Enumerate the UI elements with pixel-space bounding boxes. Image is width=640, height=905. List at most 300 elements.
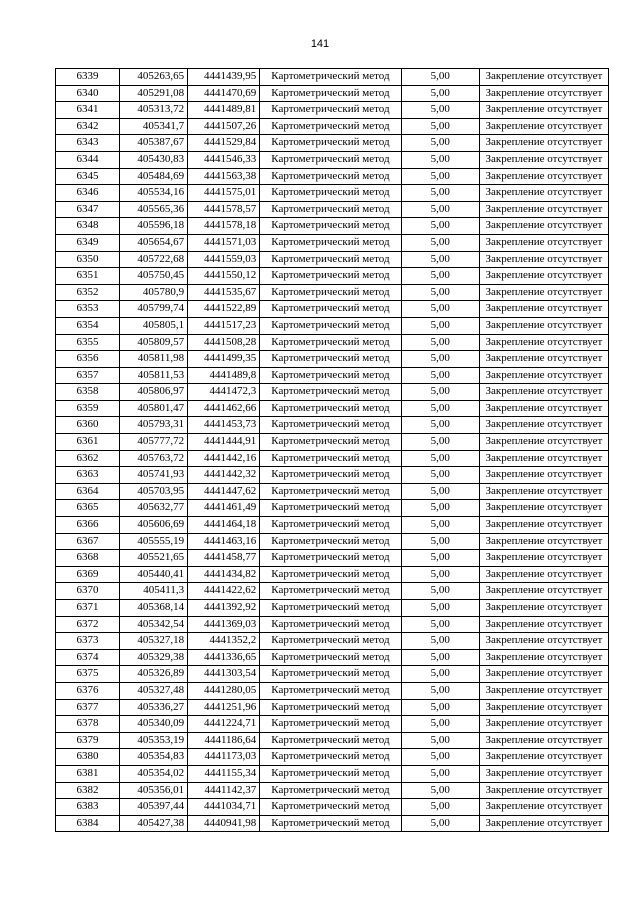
- x-coordinate-cell: 405799,74: [120, 301, 188, 318]
- table-row: [56, 234, 609, 251]
- point-number-cell: 6349: [56, 234, 120, 251]
- fixation-cell: Закрепление отсутствует: [479, 102, 608, 119]
- table-row: [56, 566, 609, 583]
- x-coordinate-cell: 405793,31: [120, 417, 188, 434]
- accuracy-cell: 5,00: [401, 185, 479, 202]
- x-coordinate-cell: 405703,95: [120, 483, 188, 500]
- table-row: [56, 666, 609, 683]
- point-number-cell: 6363: [56, 467, 120, 484]
- fixation-cell: Закрепление отсутствует: [479, 483, 608, 500]
- accuracy-cell: 5,00: [401, 384, 479, 401]
- table-row: [56, 799, 609, 816]
- accuracy-cell: 5,00: [401, 467, 479, 484]
- y-coordinate-cell: 4441280,05: [188, 682, 260, 699]
- fixation-cell: Закрепление отсутствует: [479, 517, 608, 534]
- x-coordinate-cell: 405354,83: [120, 749, 188, 766]
- x-coordinate-cell: 405368,14: [120, 600, 188, 617]
- page-number: 141: [310, 38, 330, 50]
- y-coordinate-cell: 4441453,73: [188, 417, 260, 434]
- accuracy-cell: 5,00: [401, 682, 479, 699]
- accuracy-cell: 5,00: [401, 284, 479, 301]
- fixation-cell: Закрепление отсутствует: [479, 434, 608, 451]
- fixation-cell: Закрепление отсутствует: [479, 550, 608, 567]
- accuracy-cell: 5,00: [401, 633, 479, 650]
- point-number-cell: 6357: [56, 367, 120, 384]
- method-cell: Картометрический метод: [260, 583, 401, 600]
- accuracy-cell: 5,00: [401, 69, 479, 86]
- table-row: [56, 317, 609, 334]
- accuracy-cell: 5,00: [401, 566, 479, 583]
- method-cell: Картометрический метод: [260, 135, 401, 152]
- accuracy-cell: 5,00: [401, 533, 479, 550]
- point-number-cell: 6361: [56, 434, 120, 451]
- method-cell: Картометрический метод: [260, 550, 401, 567]
- method-cell: Картометрический метод: [260, 268, 401, 285]
- x-coordinate-cell: 405341,7: [120, 118, 188, 135]
- table-row: [56, 633, 609, 650]
- y-coordinate-cell: 4441442,16: [188, 450, 260, 467]
- fixation-cell: Закрепление отсутствует: [479, 699, 608, 716]
- fixation-cell: Закрепление отсутствует: [479, 168, 608, 185]
- point-number-cell: 6366: [56, 517, 120, 534]
- x-coordinate-cell: 405356,01: [120, 782, 188, 799]
- y-coordinate-cell: 4441336,65: [188, 649, 260, 666]
- table-row: [56, 467, 609, 484]
- x-coordinate-cell: 405484,69: [120, 168, 188, 185]
- x-coordinate-cell: 405596,18: [120, 218, 188, 235]
- table-row: [56, 782, 609, 799]
- y-coordinate-cell: 4441489,8: [188, 367, 260, 384]
- point-number-cell: 6365: [56, 500, 120, 517]
- table-row: [56, 400, 609, 417]
- point-number-cell: 6340: [56, 85, 120, 102]
- method-cell: Картометрический метод: [260, 151, 401, 168]
- y-coordinate-cell: 4441535,67: [188, 284, 260, 301]
- y-coordinate-cell: 4441559,03: [188, 251, 260, 268]
- fixation-cell: Закрепление отсутствует: [479, 417, 608, 434]
- x-coordinate-cell: 405342,54: [120, 616, 188, 633]
- method-cell: Картометрический метод: [260, 118, 401, 135]
- accuracy-cell: 5,00: [401, 500, 479, 517]
- method-cell: Картометрический метод: [260, 467, 401, 484]
- method-cell: Картометрический метод: [260, 649, 401, 666]
- method-cell: Картометрический метод: [260, 102, 401, 119]
- x-coordinate-cell: 405336,27: [120, 699, 188, 716]
- table-row: [56, 118, 609, 135]
- table-row: [56, 699, 609, 716]
- y-coordinate-cell: 4441463,16: [188, 533, 260, 550]
- table-row: [56, 583, 609, 600]
- y-coordinate-cell: 4440941,98: [188, 815, 260, 832]
- method-cell: Картометрический метод: [260, 434, 401, 451]
- fixation-cell: Закрепление отсутствует: [479, 268, 608, 285]
- x-coordinate-cell: 405811,98: [120, 351, 188, 368]
- point-number-cell: 6380: [56, 749, 120, 766]
- accuracy-cell: 5,00: [401, 251, 479, 268]
- y-coordinate-cell: 4441529,84: [188, 135, 260, 152]
- x-coordinate-cell: 405430,83: [120, 151, 188, 168]
- x-coordinate-cell: 405521,65: [120, 550, 188, 567]
- x-coordinate-cell: 405534,16: [120, 185, 188, 202]
- accuracy-cell: 5,00: [401, 151, 479, 168]
- fixation-cell: Закрепление отсутствует: [479, 450, 608, 467]
- table-row: [56, 765, 609, 782]
- point-number-cell: 6377: [56, 699, 120, 716]
- y-coordinate-cell: 4441303,54: [188, 666, 260, 683]
- point-number-cell: 6376: [56, 682, 120, 699]
- accuracy-cell: 5,00: [401, 765, 479, 782]
- accuracy-cell: 5,00: [401, 367, 479, 384]
- x-coordinate-cell: 405353,19: [120, 732, 188, 749]
- point-number-cell: 6346: [56, 185, 120, 202]
- accuracy-cell: 5,00: [401, 483, 479, 500]
- table-row: [56, 616, 609, 633]
- y-coordinate-cell: 4441442,32: [188, 467, 260, 484]
- accuracy-cell: 5,00: [401, 201, 479, 218]
- method-cell: Картометрический метод: [260, 732, 401, 749]
- y-coordinate-cell: 4441444,91: [188, 434, 260, 451]
- fixation-cell: Закрепление отсутствует: [479, 732, 608, 749]
- method-cell: Картометрический метод: [260, 666, 401, 683]
- y-coordinate-cell: 4441186,64: [188, 732, 260, 749]
- table-row: [56, 500, 609, 517]
- accuracy-cell: 5,00: [401, 168, 479, 185]
- point-number-cell: 6347: [56, 201, 120, 218]
- method-cell: Картометрический метод: [260, 417, 401, 434]
- x-coordinate-cell: 405387,67: [120, 135, 188, 152]
- point-number-cell: 6355: [56, 334, 120, 351]
- table-row: [56, 550, 609, 567]
- x-coordinate-cell: 405397,44: [120, 799, 188, 816]
- table-row: [56, 434, 609, 451]
- accuracy-cell: 5,00: [401, 815, 479, 832]
- method-cell: Картометрический метод: [260, 317, 401, 334]
- method-cell: Картометрический метод: [260, 716, 401, 733]
- fixation-cell: Закрепление отсутствует: [479, 351, 608, 368]
- fixation-cell: Закрепление отсутствует: [479, 583, 608, 600]
- method-cell: Картометрический метод: [260, 234, 401, 251]
- fixation-cell: Закрепление отсутствует: [479, 566, 608, 583]
- fixation-cell: Закрепление отсутствует: [479, 185, 608, 202]
- method-cell: Картометрический метод: [260, 334, 401, 351]
- method-cell: Картометрический метод: [260, 483, 401, 500]
- y-coordinate-cell: 4441550,12: [188, 268, 260, 285]
- x-coordinate-cell: 405354,02: [120, 765, 188, 782]
- accuracy-cell: 5,00: [401, 118, 479, 135]
- x-coordinate-cell: 405427,38: [120, 815, 188, 832]
- y-coordinate-cell: 4441392,92: [188, 600, 260, 617]
- y-coordinate-cell: 4441578,57: [188, 201, 260, 218]
- accuracy-cell: 5,00: [401, 268, 479, 285]
- x-coordinate-cell: 405327,18: [120, 633, 188, 650]
- y-coordinate-cell: 4441522,89: [188, 301, 260, 318]
- y-coordinate-cell: 4441224,71: [188, 716, 260, 733]
- x-coordinate-cell: 405440,41: [120, 566, 188, 583]
- point-number-cell: 6370: [56, 583, 120, 600]
- x-coordinate-cell: 405340,09: [120, 716, 188, 733]
- table-row: [56, 301, 609, 318]
- y-coordinate-cell: 4441142,37: [188, 782, 260, 799]
- fixation-cell: Закрепление отсутствует: [479, 234, 608, 251]
- y-coordinate-cell: 4441462,66: [188, 400, 260, 417]
- point-number-cell: 6344: [56, 151, 120, 168]
- table-row: [56, 815, 609, 832]
- fixation-cell: Закрепление отсутствует: [479, 334, 608, 351]
- table-row: [56, 334, 609, 351]
- x-coordinate-cell: 405632,77: [120, 500, 188, 517]
- table-row: [56, 351, 609, 368]
- point-number-cell: 6341: [56, 102, 120, 119]
- accuracy-cell: 5,00: [401, 649, 479, 666]
- fixation-cell: Закрепление отсутствует: [479, 317, 608, 334]
- x-coordinate-cell: 405329,38: [120, 649, 188, 666]
- method-cell: Картометрический метод: [260, 367, 401, 384]
- table-row: [56, 649, 609, 666]
- method-cell: Картометрический метод: [260, 301, 401, 318]
- table-row: [56, 716, 609, 733]
- y-coordinate-cell: 4441470,69: [188, 85, 260, 102]
- table-row: [56, 417, 609, 434]
- table-row: [56, 85, 609, 102]
- y-coordinate-cell: 4441517,23: [188, 317, 260, 334]
- accuracy-cell: 5,00: [401, 699, 479, 716]
- point-number-cell: 6367: [56, 533, 120, 550]
- y-coordinate-cell: 4441369,03: [188, 616, 260, 633]
- method-cell: Картометрический метод: [260, 782, 401, 799]
- accuracy-cell: 5,00: [401, 666, 479, 683]
- accuracy-cell: 5,00: [401, 334, 479, 351]
- table-body: [56, 69, 609, 832]
- y-coordinate-cell: 4441155,34: [188, 765, 260, 782]
- method-cell: Картометрический метод: [260, 168, 401, 185]
- method-cell: Картометрический метод: [260, 500, 401, 517]
- table-row: [56, 69, 609, 86]
- point-number-cell: 6371: [56, 600, 120, 617]
- method-cell: Картометрический метод: [260, 533, 401, 550]
- accuracy-cell: 5,00: [401, 450, 479, 467]
- method-cell: Картометрический метод: [260, 749, 401, 766]
- method-cell: Картометрический метод: [260, 450, 401, 467]
- fixation-cell: Закрепление отсутствует: [479, 500, 608, 517]
- method-cell: Картометрический метод: [260, 699, 401, 716]
- x-coordinate-cell: 405763,72: [120, 450, 188, 467]
- accuracy-cell: 5,00: [401, 135, 479, 152]
- y-coordinate-cell: 4441447,62: [188, 483, 260, 500]
- y-coordinate-cell: 4441251,96: [188, 699, 260, 716]
- table-row: [56, 102, 609, 119]
- fixation-cell: Закрепление отсутствует: [479, 633, 608, 650]
- fixation-cell: Закрепление отсутствует: [479, 367, 608, 384]
- y-coordinate-cell: 4441461,49: [188, 500, 260, 517]
- method-cell: Картометрический метод: [260, 566, 401, 583]
- accuracy-cell: 5,00: [401, 550, 479, 567]
- x-coordinate-cell: 405555,19: [120, 533, 188, 550]
- y-coordinate-cell: 4441422,62: [188, 583, 260, 600]
- fixation-cell: Закрепление отсутствует: [479, 201, 608, 218]
- accuracy-cell: 5,00: [401, 517, 479, 534]
- fixation-cell: Закрепление отсутствует: [479, 616, 608, 633]
- y-coordinate-cell: 4441458,77: [188, 550, 260, 567]
- x-coordinate-cell: 405327,48: [120, 682, 188, 699]
- accuracy-cell: 5,00: [401, 782, 479, 799]
- table-row: [56, 450, 609, 467]
- fixation-cell: Закрепление отсутствует: [479, 815, 608, 832]
- table-row: [56, 732, 609, 749]
- coordinates-table: [55, 68, 609, 832]
- table-row: [56, 185, 609, 202]
- point-number-cell: 6384: [56, 815, 120, 832]
- method-cell: Картометрический метод: [260, 815, 401, 832]
- point-number-cell: 6342: [56, 118, 120, 135]
- table-row: [56, 268, 609, 285]
- table-row: [56, 483, 609, 500]
- point-number-cell: 6353: [56, 301, 120, 318]
- point-number-cell: 6350: [56, 251, 120, 268]
- x-coordinate-cell: 405291,08: [120, 85, 188, 102]
- point-number-cell: 6343: [56, 135, 120, 152]
- point-number-cell: 6368: [56, 550, 120, 567]
- fixation-cell: Закрепление отсутствует: [479, 782, 608, 799]
- y-coordinate-cell: 4441352,2: [188, 633, 260, 650]
- y-coordinate-cell: 4441489,81: [188, 102, 260, 119]
- fixation-cell: Закрепление отсутствует: [479, 682, 608, 699]
- point-number-cell: 6348: [56, 218, 120, 235]
- method-cell: Картометрический метод: [260, 400, 401, 417]
- x-coordinate-cell: 405606,69: [120, 517, 188, 534]
- point-number-cell: 6364: [56, 483, 120, 500]
- accuracy-cell: 5,00: [401, 102, 479, 119]
- method-cell: Картометрический метод: [260, 600, 401, 617]
- accuracy-cell: 5,00: [401, 732, 479, 749]
- x-coordinate-cell: 405263,65: [120, 69, 188, 86]
- accuracy-cell: 5,00: [401, 749, 479, 766]
- point-number-cell: 6381: [56, 765, 120, 782]
- point-number-cell: 6352: [56, 284, 120, 301]
- table-row: [56, 517, 609, 534]
- accuracy-cell: 5,00: [401, 317, 479, 334]
- fixation-cell: Закрепление отсутствует: [479, 400, 608, 417]
- accuracy-cell: 5,00: [401, 301, 479, 318]
- x-coordinate-cell: 405411,3: [120, 583, 188, 600]
- fixation-cell: Закрепление отсутствует: [479, 666, 608, 683]
- y-coordinate-cell: 4441563,38: [188, 168, 260, 185]
- x-coordinate-cell: 405777,72: [120, 434, 188, 451]
- fixation-cell: Закрепление отсутствует: [479, 765, 608, 782]
- table-row: [56, 251, 609, 268]
- fixation-cell: Закрепление отсутствует: [479, 384, 608, 401]
- point-number-cell: 6354: [56, 317, 120, 334]
- fixation-cell: Закрепление отсутствует: [479, 799, 608, 816]
- method-cell: Картометрический метод: [260, 85, 401, 102]
- method-cell: Картометрический метод: [260, 251, 401, 268]
- point-number-cell: 6378: [56, 716, 120, 733]
- fixation-cell: Закрепление отсутствует: [479, 218, 608, 235]
- point-number-cell: 6372: [56, 616, 120, 633]
- point-number-cell: 6345: [56, 168, 120, 185]
- point-number-cell: 6359: [56, 400, 120, 417]
- table-row: [56, 168, 609, 185]
- fixation-cell: Закрепление отсутствует: [479, 600, 608, 617]
- x-coordinate-cell: 405741,93: [120, 467, 188, 484]
- y-coordinate-cell: 4441034,71: [188, 799, 260, 816]
- y-coordinate-cell: 4441578,18: [188, 218, 260, 235]
- table-row: [56, 201, 609, 218]
- fixation-cell: Закрепление отсутствует: [479, 716, 608, 733]
- y-coordinate-cell: 4441173,03: [188, 749, 260, 766]
- table-row: [56, 284, 609, 301]
- x-coordinate-cell: 405313,72: [120, 102, 188, 119]
- fixation-cell: Закрепление отсутствует: [479, 135, 608, 152]
- point-number-cell: 6379: [56, 732, 120, 749]
- accuracy-cell: 5,00: [401, 218, 479, 235]
- fixation-cell: Закрепление отсутствует: [479, 118, 608, 135]
- y-coordinate-cell: 4441571,03: [188, 234, 260, 251]
- fixation-cell: Закрепление отсутствует: [479, 151, 608, 168]
- method-cell: Картометрический метод: [260, 682, 401, 699]
- x-coordinate-cell: 405565,36: [120, 201, 188, 218]
- method-cell: Картометрический метод: [260, 284, 401, 301]
- y-coordinate-cell: 4441499,35: [188, 351, 260, 368]
- table-row: [56, 218, 609, 235]
- fixation-cell: Закрепление отсутствует: [479, 284, 608, 301]
- accuracy-cell: 5,00: [401, 616, 479, 633]
- fixation-cell: Закрепление отсутствует: [479, 467, 608, 484]
- accuracy-cell: 5,00: [401, 434, 479, 451]
- y-coordinate-cell: 4441439,95: [188, 69, 260, 86]
- y-coordinate-cell: 4441464,18: [188, 517, 260, 534]
- fixation-cell: Закрепление отсутствует: [479, 301, 608, 318]
- table-row: [56, 151, 609, 168]
- method-cell: Картометрический метод: [260, 616, 401, 633]
- x-coordinate-cell: 405806,97: [120, 384, 188, 401]
- method-cell: Картометрический метод: [260, 69, 401, 86]
- fixation-cell: Закрепление отсутствует: [479, 69, 608, 86]
- method-cell: Картометрический метод: [260, 218, 401, 235]
- fixation-cell: Закрепление отсутствует: [479, 649, 608, 666]
- method-cell: Картометрический метод: [260, 201, 401, 218]
- method-cell: Картометрический метод: [260, 633, 401, 650]
- x-coordinate-cell: 405750,45: [120, 268, 188, 285]
- x-coordinate-cell: 405326,89: [120, 666, 188, 683]
- table-row: [56, 749, 609, 766]
- y-coordinate-cell: 4441434,82: [188, 566, 260, 583]
- point-number-cell: 6374: [56, 649, 120, 666]
- x-coordinate-cell: 405654,67: [120, 234, 188, 251]
- x-coordinate-cell: 405722,68: [120, 251, 188, 268]
- accuracy-cell: 5,00: [401, 234, 479, 251]
- accuracy-cell: 5,00: [401, 417, 479, 434]
- method-cell: Картометрический метод: [260, 351, 401, 368]
- table-row: [56, 533, 609, 550]
- fixation-cell: Закрепление отсутствует: [479, 251, 608, 268]
- y-coordinate-cell: 4441508,28: [188, 334, 260, 351]
- accuracy-cell: 5,00: [401, 799, 479, 816]
- method-cell: Картометрический метод: [260, 799, 401, 816]
- table-row: [56, 600, 609, 617]
- point-number-cell: 6351: [56, 268, 120, 285]
- fixation-cell: Закрепление отсутствует: [479, 749, 608, 766]
- point-number-cell: 6362: [56, 450, 120, 467]
- accuracy-cell: 5,00: [401, 85, 479, 102]
- fixation-cell: Закрепление отсутствует: [479, 533, 608, 550]
- method-cell: Картометрический метод: [260, 765, 401, 782]
- point-number-cell: 6382: [56, 782, 120, 799]
- method-cell: Картометрический метод: [260, 185, 401, 202]
- method-cell: Картометрический метод: [260, 517, 401, 534]
- table-row: [56, 384, 609, 401]
- y-coordinate-cell: 4441546,33: [188, 151, 260, 168]
- y-coordinate-cell: 4441575,01: [188, 185, 260, 202]
